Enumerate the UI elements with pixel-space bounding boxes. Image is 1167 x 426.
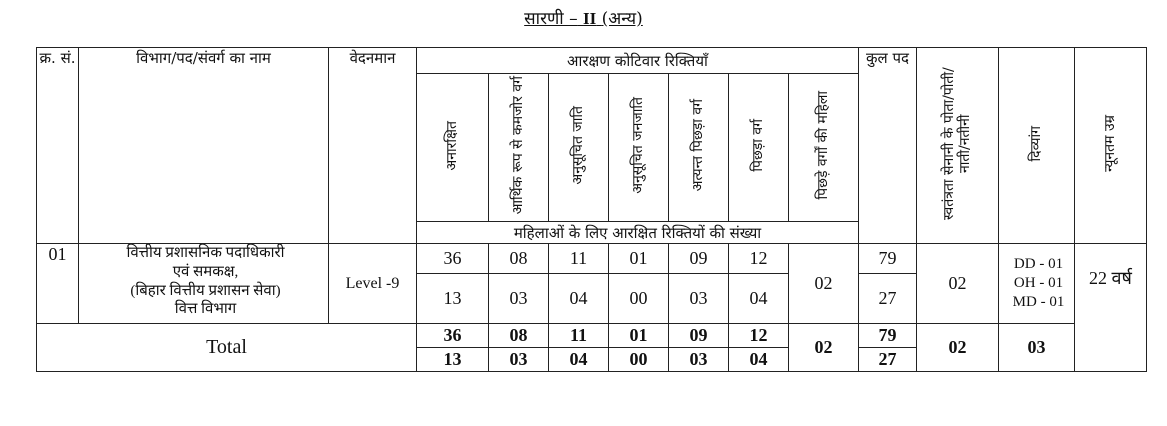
header-cat-3 [609,74,669,222]
header-reservation [417,48,859,74]
row-total-posts: 79 [859,244,917,274]
total-value-4: 09 [669,324,729,348]
cat-text: अनुसूचित जनजाति [630,97,647,194]
row-women-3: 00 [609,274,669,324]
total-women-1: 03 [489,348,549,372]
divyang-line: DD - 01 [1013,256,1064,273]
row-women-1: 03 [489,274,549,324]
row-total-5: 12 [729,244,789,274]
table-title [0,6,1167,29]
header-serial-text: क्र. सं. [39,49,76,67]
total-posts: 79 [859,324,917,348]
row-women-0: 13 [417,274,489,324]
table-row [37,244,1147,274]
title-prefix: सारणी – [524,9,578,29]
total-women-3: 00 [609,348,669,372]
cat-text: पिछड़े वर्गों की महिला [815,91,832,200]
total-women-5: 04 [729,348,789,372]
dept-line: वित्तीय प्रशासनिक पदाधिकारी [126,245,285,261]
total-divyang: 03 [999,324,1075,372]
cat-text: पिछड़ा वर्ग [750,119,767,172]
total-row [37,324,1147,348]
header-divyang [999,48,1075,244]
header-pay-text: वेदनमान [349,49,396,67]
total-label: Total [37,324,417,372]
header-cat-2 [549,74,609,222]
header-divyang-text: दिव्यांग [1028,125,1045,162]
header-cat-5 [729,74,789,222]
header-cat-1 [489,74,549,222]
row-serial: 01 [37,244,79,324]
header-min-age-text: न्यूनतम उम्र [1102,115,1119,172]
header-min-age [1075,48,1147,244]
row-women-5: 04 [729,274,789,324]
header-total-posts-text: कुल पद [866,49,909,67]
header-dept [79,48,329,244]
row-pay: Level -9 [329,244,417,324]
header-reservation-text: आरक्षण कोटिवार रिक्तियाँ [567,51,708,70]
header-freedom-fighter [917,48,999,244]
row-total-2: 11 [549,244,609,274]
header-women-reserved [417,222,859,244]
dept-line: (बिहार वित्तीय प्रशासन सेवा) [130,282,281,299]
total-value-2: 11 [549,324,609,348]
header-women-text: महिलाओं के लिए आरक्षित रिक्तियों की संख्या [513,223,762,242]
vacancy-table [36,47,1147,372]
divyang-line: OH - 01 [1013,275,1064,292]
cat-text: अनुसूचित जाति [570,106,587,185]
cat-text: अनारक्षित [444,120,461,171]
total-value-0: 36 [417,324,489,348]
row-women-4: 03 [669,274,729,324]
header-pay [329,48,417,244]
total-women-2: 04 [549,348,609,372]
cat-text: आर्थिक रूप से कमजोर वर्ग [510,76,527,215]
total-value-1: 08 [489,324,549,348]
header-cat-0 [417,74,489,222]
row-bc-women: 02 [789,244,859,324]
header-dept-text: विभाग/पद/संवर्ग का नाम [136,49,271,67]
row-total-1: 08 [489,244,549,274]
total-women-posts: 27 [859,348,917,372]
header-serial [37,48,79,244]
dept-line: वित्त विभाग [174,301,237,318]
header-cat-4 [669,74,729,222]
row-min-age: 22 वर्ष [1075,244,1147,372]
row-freedom: 02 [917,244,999,324]
title-suffix: (अन्य) [601,9,643,29]
total-freedom: 02 [917,324,999,372]
dept-line: एवं समकक्ष, [172,263,239,280]
row-total-4: 09 [669,244,729,274]
row-total-3: 01 [609,244,669,274]
title-roman: II [583,9,597,28]
header-freedom-text: स्वतंत्रता सेनानी के पोता/पोती/नाती/नतीनी [941,67,974,220]
row-women-2: 04 [549,274,609,324]
header-total-posts [859,48,917,244]
row-dept [79,244,329,324]
total-bc-women: 02 [789,324,859,372]
total-value-3: 01 [609,324,669,348]
row-divyang [999,244,1075,324]
total-women-0: 13 [417,348,489,372]
divyang-line: MD - 01 [1012,293,1065,310]
total-value-5: 12 [729,324,789,348]
total-women-4: 03 [669,348,729,372]
cat-text: अत्यन्त पिछड़ा वर्ग [690,99,707,192]
row-women-posts: 27 [859,274,917,324]
row-total-0: 36 [417,244,489,274]
header-cat-6 [789,74,859,222]
